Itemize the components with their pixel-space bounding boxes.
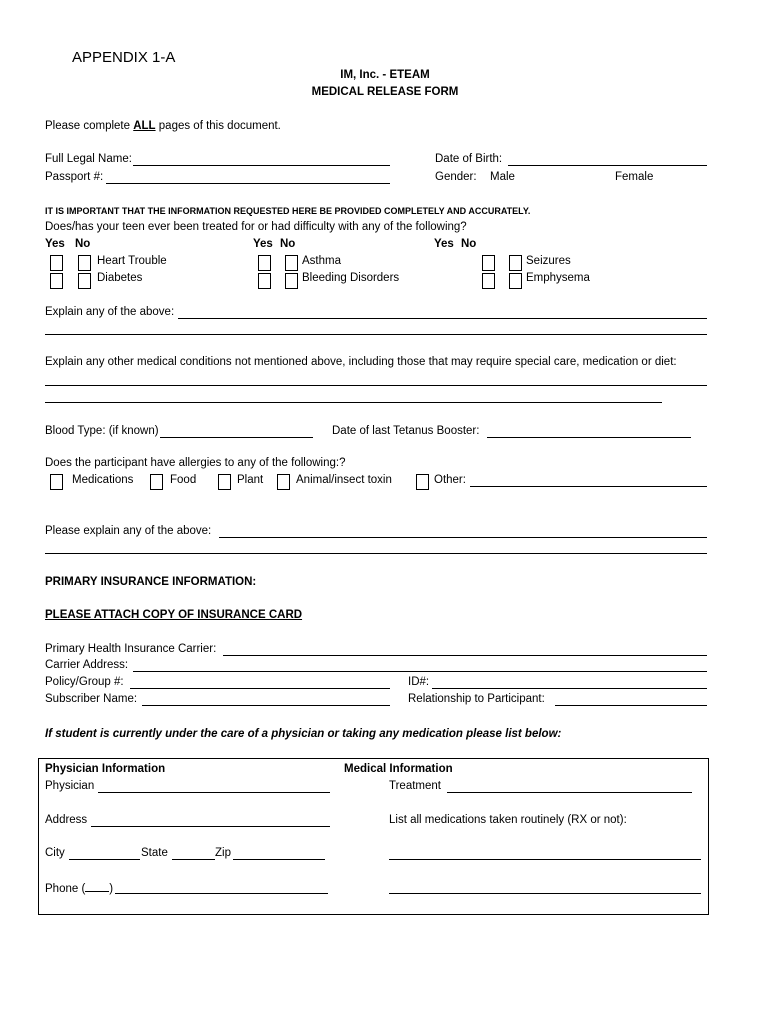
allergy-other-field[interactable]: [470, 486, 707, 487]
gender-female[interactable]: Female: [615, 171, 654, 183]
city-label: City: [45, 847, 65, 859]
condition-asthma: Asthma: [302, 255, 341, 267]
explain-other-field-2[interactable]: [45, 402, 662, 403]
state-field[interactable]: [172, 859, 215, 860]
gender-male[interactable]: Male: [490, 171, 515, 183]
physician-address-field[interactable]: [91, 826, 330, 827]
gender-label: Gender:: [435, 171, 477, 183]
phone-field[interactable]: [115, 893, 328, 894]
condition-diabetes: Diabetes: [97, 272, 143, 284]
yes-header-1: Yes: [45, 238, 65, 250]
explain-above-label: Explain any of the above:: [45, 306, 175, 318]
dob-label: Date of Birth:: [435, 153, 503, 165]
condition-emphysema: Emphysema: [526, 272, 590, 284]
allergy-medications-checkbox[interactable]: [50, 474, 63, 490]
allergy-other-checkbox[interactable]: [416, 474, 429, 490]
physician-label: Physician: [45, 780, 95, 792]
subscriber-label: Subscriber Name:: [45, 693, 138, 705]
diabetes-yes-checkbox[interactable]: [50, 273, 63, 289]
zip-field[interactable]: [233, 859, 325, 860]
physician-field[interactable]: [98, 792, 330, 793]
yes-header-3: Yes: [434, 238, 454, 250]
allergies-question: Does the participant have allergies to any of the following:?: [45, 457, 346, 469]
important-notice: IT IS IMPORTANT THAT THE INFORMATION REQUESTED HERE BE PROVIDED COMPLETELY AND ACCURATELY.: [45, 206, 531, 216]
heart-trouble-no-checkbox[interactable]: [78, 255, 91, 271]
org-name: IM, Inc. - ETEAM: [340, 69, 430, 81]
asthma-yes-checkbox[interactable]: [258, 255, 271, 271]
full-name-label: Full Legal Name:: [45, 153, 132, 165]
allergy-plant-label: Plant: [237, 474, 264, 486]
no-header-1: No: [75, 238, 91, 250]
conditions-question: Does/has your teen ever been treated for or had difficulty with any of the following?: [45, 221, 467, 233]
insurance-attach-note: PLEASE ATTACH COPY OF INSURANCE CARD: [45, 609, 303, 621]
id-field[interactable]: [432, 688, 707, 689]
phone-label: Phone ( ): [45, 883, 114, 895]
city-field[interactable]: [69, 859, 140, 860]
relationship-label: Relationship to Participant:: [408, 693, 545, 705]
carrier-field[interactable]: [223, 655, 707, 656]
carrier-address-label: Carrier Address:: [45, 659, 129, 671]
yes-header-2: Yes: [253, 238, 273, 250]
passport-field[interactable]: [106, 183, 390, 184]
subscriber-field[interactable]: [142, 705, 390, 706]
emphysema-yes-checkbox[interactable]: [482, 273, 495, 289]
allergy-explain-field-2[interactable]: [45, 553, 707, 554]
explain-above-field[interactable]: [178, 318, 707, 319]
tetanus-label: Date of last Tetanus Booster:: [332, 425, 480, 437]
allergy-plant-checkbox[interactable]: [218, 474, 231, 490]
allergy-medications-label: Medications: [72, 474, 134, 486]
condition-seizures: Seizures: [526, 255, 571, 267]
no-header-2: No: [280, 238, 296, 250]
condition-bleeding-disorders: Bleeding Disorders: [302, 272, 400, 284]
allergy-explain-label: Please explain any of the above:: [45, 525, 212, 537]
physician-medical-box: [38, 758, 709, 915]
zip-label: Zip: [215, 847, 231, 859]
insurance-heading: PRIMARY INSURANCE INFORMATION:: [45, 576, 257, 588]
full-name-field[interactable]: [133, 165, 390, 166]
policy-label: Policy/Group #:: [45, 676, 124, 688]
medications-field-2[interactable]: [389, 893, 701, 894]
relationship-field[interactable]: [555, 705, 707, 706]
treatment-label: Treatment: [389, 780, 441, 792]
heart-trouble-yes-checkbox[interactable]: [50, 255, 63, 271]
dob-field[interactable]: [508, 165, 707, 166]
form-title: MEDICAL RELEASE FORM: [311, 86, 459, 98]
blood-type-field[interactable]: [160, 437, 313, 438]
carrier-address-field[interactable]: [133, 671, 707, 672]
allergy-food-label: Food: [170, 474, 197, 486]
medications-field-1[interactable]: [389, 859, 701, 860]
carrier-label: Primary Health Insurance Carrier:: [45, 643, 217, 655]
allergy-animal-checkbox[interactable]: [277, 474, 290, 490]
diabetes-no-checkbox[interactable]: [78, 273, 91, 289]
medications-label: List all medications taken routinely (RX or not):: [389, 814, 627, 826]
tetanus-field[interactable]: [487, 437, 691, 438]
explain-other-field[interactable]: [45, 385, 707, 386]
appendix-label: APPENDIX 1-A: [72, 49, 176, 66]
emphysema-no-checkbox[interactable]: [509, 273, 522, 289]
explain-other-label: Explain any other medical conditions not mentioned above, including those that may require special care, medication or diet:: [45, 356, 677, 368]
allergy-food-checkbox[interactable]: [150, 474, 163, 490]
medical-heading: Medical Information: [344, 763, 453, 775]
allergy-animal-label: Animal/insect toxin: [296, 474, 392, 486]
allergy-other-label: Other:: [434, 474, 466, 486]
physician-note: If student is currently under the care of a physician or taking any medication please list below:: [45, 728, 562, 740]
state-label: State: [141, 847, 168, 859]
instructions: Please complete ALL pages of this document.: [45, 120, 281, 132]
bleeding-no-checkbox[interactable]: [285, 273, 298, 289]
physician-heading: Physician Information: [45, 763, 166, 775]
id-label: ID#:: [408, 676, 430, 688]
bleeding-yes-checkbox[interactable]: [258, 273, 271, 289]
policy-field[interactable]: [130, 688, 390, 689]
seizures-no-checkbox[interactable]: [509, 255, 522, 271]
physician-address-label: Address: [45, 814, 88, 826]
no-header-3: No: [461, 238, 477, 250]
treatment-field[interactable]: [447, 792, 692, 793]
passport-label: Passport #:: [45, 171, 104, 183]
allergy-explain-field[interactable]: [219, 537, 707, 538]
seizures-yes-checkbox[interactable]: [482, 255, 495, 271]
explain-above-field-2[interactable]: [45, 334, 707, 335]
condition-heart-trouble: Heart Trouble: [97, 255, 167, 267]
asthma-no-checkbox[interactable]: [285, 255, 298, 271]
blood-type-label: Blood Type: (if known): [45, 425, 159, 437]
